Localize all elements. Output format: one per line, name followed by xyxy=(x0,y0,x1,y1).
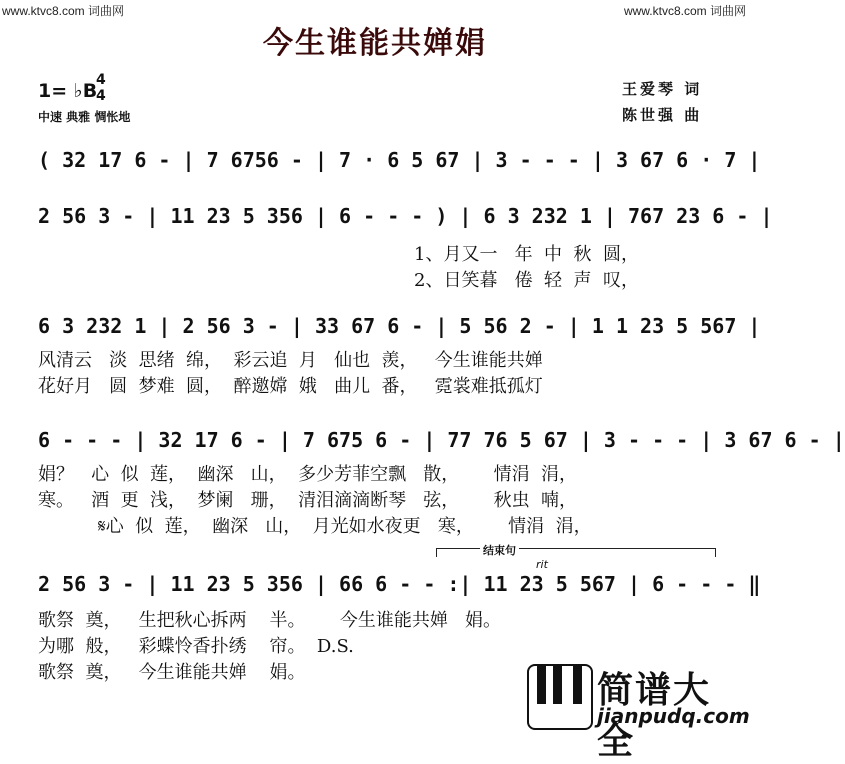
key-signature: 1= ♭B xyxy=(38,80,98,102)
watermark-right: www.ktvc8.com 词曲网 xyxy=(623,4,746,18)
lyricist-credit: 王爱琴 词 xyxy=(622,80,703,98)
notation-line-2: 2 56 3 - | 11 23 5 356 | 6 - - - ) | 6 3 232 1 | 767 23 6 - | xyxy=(38,204,773,228)
time-signature xyxy=(96,72,106,104)
lyric-line-3-verse-2: 花好月 圆 梦难 圆， 醉邀嫦 娥 曲儿 番， 霓裳难抵孤灯 xyxy=(38,376,543,397)
lyric-line-5-verse-2: 为哪 般， 彩蝶怜香扑绣 帘。 D.S. xyxy=(38,636,354,657)
lyric-line-4-verse-3: 𝄋心 似 莲， 幽深 山， 月光如水夜更 寒， 情涓 涓， xyxy=(98,516,592,537)
watermark-left: www.ktvc8.com 词曲网 xyxy=(2,4,125,18)
lyric-line-4-verse-1: 娟？ 心 似 莲， 幽深 山， 多少芳菲空飘 散， 情涓 涓， xyxy=(38,464,578,485)
ritardando-mark: rit xyxy=(536,558,548,571)
meter-bottom: 4 xyxy=(96,88,106,104)
notation-line-4: 6 - - - | 32 17 6 - | 7 675 6 - | 77 76 5 67 | 3 - - - | 3 67 6 - | xyxy=(38,428,845,452)
ending-label: 结束句 xyxy=(480,542,519,558)
site-logo xyxy=(527,664,750,762)
ending-bracket xyxy=(436,548,716,557)
composer-credit: 陈世强 曲 xyxy=(622,106,703,124)
logo-url: jianpudq.com xyxy=(597,704,750,728)
logo-text: 简谱大全 xyxy=(597,670,712,762)
lyric-line-5-verse-3: 歌祭 奠， 今生谁能共婵 娟。 xyxy=(38,662,306,683)
lyric-line-2-verse-1: 1、月又一 年 中 秋 圆， xyxy=(414,244,639,265)
notation-line-5: 2 56 3 - | 11 23 5 356 | 66 6 - - :| 11 23 5 567 | 6 - - - ‖ xyxy=(38,572,761,596)
lyric-line-3-verse-1: 风清云 淡 思绪 绵， 彩云追 月 仙也 羡， 今生谁能共婵 xyxy=(38,350,543,371)
tempo-marking: 中速 典雅 惆怅地 xyxy=(38,110,131,124)
notation-line-1: ( 32 17 6 - | 7 6756 - | 7 · 6 5 67 | 3 - - - | 3 67 6 · 7 | xyxy=(38,148,761,172)
notation-line-3: 6 3 232 1 | 2 56 3 - | 33 67 6 - | 5 56 2 - | 1 1 23 5 567 | xyxy=(38,314,761,338)
piano-icon xyxy=(527,664,593,730)
meter-top: 4 xyxy=(96,72,106,88)
song-title: 今生谁能共婵娟 xyxy=(263,26,487,61)
lyric-line-2-verse-2: 2、日笑暮 倦 轻 声 叹， xyxy=(414,270,639,291)
lyric-line-4-verse-2: 寒。 酒 更 浅， 梦阑 珊， 清泪滴滴断琴 弦， 秋虫 喃， xyxy=(38,490,578,511)
lyric-line-5-verse-1: 歌祭 奠， 生把秋心拆两 半。 今生谁能共婵 娟。 xyxy=(38,610,501,631)
